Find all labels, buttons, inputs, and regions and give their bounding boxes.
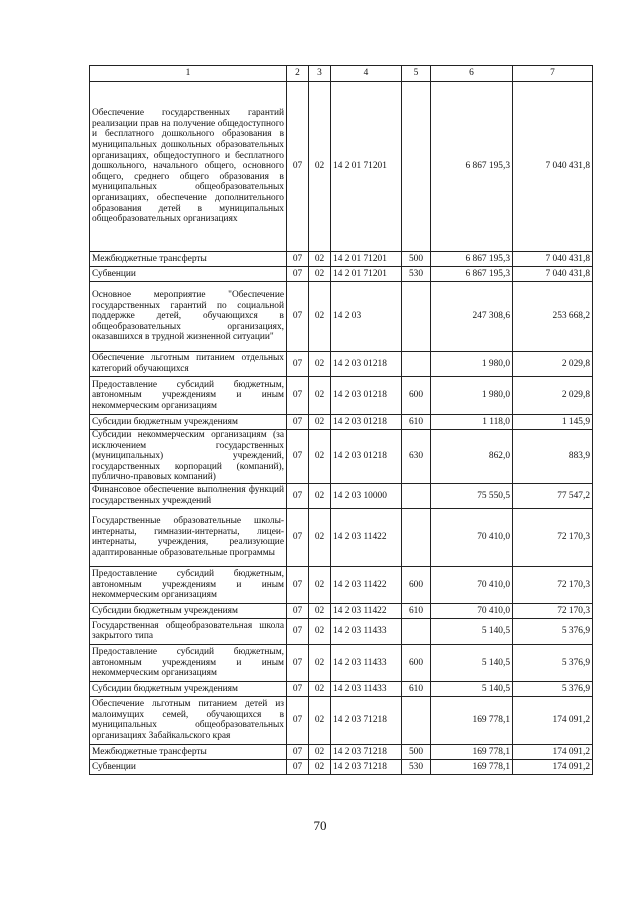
row-amount-year-2: 2 029,8 [513, 377, 593, 415]
row-expense-type [402, 82, 431, 252]
budget-table [89, 65, 593, 775]
row-section: 07 [287, 744, 309, 759]
row-name: Субсидии бюджетным учреждениям [90, 603, 287, 618]
row-target-article: 14 2 03 01218 [331, 415, 402, 430]
row-name: Субвенции [90, 759, 287, 774]
row-subsection: 02 [309, 430, 331, 484]
row-section: 07 [287, 681, 309, 696]
row-subsection: 02 [309, 82, 331, 252]
row-subsection: 02 [309, 252, 331, 267]
row-amount-year-2: 174 091,2 [513, 744, 593, 759]
row-name: Предоставление субсидий бюджетным, автономным учреждениям и иным некоммерческим организациям [90, 377, 287, 415]
row-expense-type: 600 [402, 377, 431, 415]
row-expense-type [402, 508, 431, 566]
row-section: 07 [287, 508, 309, 566]
row-expense-type: 610 [402, 681, 431, 696]
header-col-2: 2 [287, 66, 309, 82]
row-name: Государственные образовательные школы-интернаты, гимназии-интернаты, лицеи-интернаты, учреждения, реализующие адаптированные образовательные программы [90, 508, 287, 566]
row-amount-year-2: 7 040 431,8 [513, 82, 593, 252]
row-amount-year-1: 247 308,6 [431, 282, 513, 352]
row-amount-year-1: 5 140,5 [431, 644, 513, 681]
header-row [90, 66, 593, 82]
table-row [90, 759, 593, 774]
row-expense-type: 610 [402, 415, 431, 430]
row-amount-year-2: 72 170,3 [513, 603, 593, 618]
row-expense-type: 600 [402, 566, 431, 603]
table-row [90, 681, 593, 696]
row-section: 07 [287, 603, 309, 618]
row-amount-year-1: 70 410,0 [431, 508, 513, 566]
row-name: Обеспечение льготным питанием детей из малоимущих семей, обучающихся в муниципальных общеобразовательных организациях Забайкальского края [90, 696, 287, 744]
row-amount-year-2: 5 376,9 [513, 618, 593, 644]
row-amount-year-2: 2 029,8 [513, 352, 593, 377]
row-subsection: 02 [309, 759, 331, 774]
row-section: 07 [287, 696, 309, 744]
row-name: Обеспечение льготным питанием отдельных категорий обучающихся [90, 352, 287, 377]
row-target-article: 14 2 03 71218 [331, 744, 402, 759]
row-amount-year-1: 862,0 [431, 430, 513, 484]
row-target-article: 14 2 01 71201 [331, 267, 402, 282]
table-row [90, 82, 593, 252]
row-name: Финансовое обеспечение выполнения функций государственных учреждений [90, 483, 287, 508]
table-row [90, 603, 593, 618]
row-expense-type: 630 [402, 430, 431, 484]
row-expense-type: 500 [402, 744, 431, 759]
row-target-article: 14 2 01 71201 [331, 252, 402, 267]
row-name: Субсидии бюджетным учреждениям [90, 415, 287, 430]
row-section: 07 [287, 644, 309, 681]
row-subsection: 02 [309, 744, 331, 759]
row-amount-year-2: 5 376,9 [513, 681, 593, 696]
header-col-3: 3 [309, 66, 331, 82]
row-section: 07 [287, 377, 309, 415]
row-amount-year-2: 883,9 [513, 430, 593, 484]
row-subsection: 02 [309, 352, 331, 377]
row-target-article: 14 2 03 11433 [331, 644, 402, 681]
row-section: 07 [287, 252, 309, 267]
row-expense-type: 530 [402, 759, 431, 774]
row-subsection: 02 [309, 566, 331, 603]
table-row [90, 483, 593, 508]
table-header [90, 66, 593, 82]
row-name: Межбюджетные трансферты [90, 252, 287, 267]
row-target-article: 14 2 03 11422 [331, 603, 402, 618]
row-section: 07 [287, 430, 309, 484]
row-amount-year-1: 70 410,0 [431, 566, 513, 603]
row-subsection: 02 [309, 415, 331, 430]
row-name: Субсидии бюджетным учреждениям [90, 681, 287, 696]
row-subsection: 02 [309, 603, 331, 618]
row-name: Субвенции [90, 267, 287, 282]
row-subsection: 02 [309, 267, 331, 282]
row-name: Обеспечение государственных гарантий реализации прав на получение общедоступного и бесплатного дошкольного образования в муниципальных дошкольных образовательных организациях, общедоступного и бесплатного дошкольного, начального общего, основного общего, среднего общего образования в муниципальных общеобразовательных организациях, обеспечение дополнительного образования детей в муниципальных общеобразовательных организациях [90, 82, 287, 252]
header-col-4: 4 [331, 66, 402, 82]
row-section: 07 [287, 415, 309, 430]
header-col-5: 5 [402, 66, 431, 82]
table-row [90, 566, 593, 603]
header-col-1: 1 [90, 66, 287, 82]
row-amount-year-2: 1 145,9 [513, 415, 593, 430]
row-subsection: 02 [309, 282, 331, 352]
row-section: 07 [287, 352, 309, 377]
row-name: Основное мероприятие "Обеспечение государственных гарантий по социальной поддержке детей, обучающихся в общеобразовательных организациях, оказавшихся в трудной жизненной ситуации" [90, 282, 287, 352]
row-amount-year-2: 174 091,2 [513, 759, 593, 774]
header-col-7: 7 [513, 66, 593, 82]
row-target-article: 14 2 01 71201 [331, 82, 402, 252]
row-amount-year-1: 6 867 195,3 [431, 267, 513, 282]
row-target-article: 14 2 03 01218 [331, 352, 402, 377]
row-subsection: 02 [309, 377, 331, 415]
row-subsection: 02 [309, 696, 331, 744]
row-amount-year-2: 7 040 431,8 [513, 267, 593, 282]
row-amount-year-1: 70 410,0 [431, 603, 513, 618]
row-amount-year-2: 72 170,3 [513, 566, 593, 603]
row-amount-year-1: 169 778,1 [431, 696, 513, 744]
row-target-article: 14 2 03 11433 [331, 618, 402, 644]
row-section: 07 [287, 282, 309, 352]
table-row [90, 282, 593, 352]
row-name: Предоставление субсидий бюджетным, автономным учреждениям и иным некоммерческим организациям [90, 566, 287, 603]
row-target-article: 14 2 03 71218 [331, 696, 402, 744]
row-section: 07 [287, 566, 309, 603]
row-expense-type [402, 352, 431, 377]
page-number: 70 [313, 818, 327, 833]
row-target-article: 14 2 03 11422 [331, 508, 402, 566]
row-amount-year-2: 5 376,9 [513, 644, 593, 681]
row-section: 07 [287, 759, 309, 774]
table-row [90, 415, 593, 430]
table-row [90, 644, 593, 681]
row-subsection: 02 [309, 681, 331, 696]
header-col-6: 6 [431, 66, 513, 82]
row-subsection: 02 [309, 483, 331, 508]
row-amount-year-1: 1 980,0 [431, 352, 513, 377]
table-body [90, 82, 593, 775]
table-row [90, 508, 593, 566]
row-amount-year-1: 169 778,1 [431, 744, 513, 759]
row-target-article: 14 2 03 11433 [331, 681, 402, 696]
row-expense-type: 530 [402, 267, 431, 282]
row-expense-type [402, 618, 431, 644]
row-amount-year-1: 1 118,0 [431, 415, 513, 430]
row-target-article: 14 2 03 [331, 282, 402, 352]
row-amount-year-1: 75 550,5 [431, 483, 513, 508]
row-section: 07 [287, 618, 309, 644]
table-row [90, 696, 593, 744]
table-row [90, 267, 593, 282]
row-amount-year-1: 5 140,5 [431, 681, 513, 696]
row-section: 07 [287, 267, 309, 282]
row-amount-year-2: 253 668,2 [513, 282, 593, 352]
row-subsection: 02 [309, 644, 331, 681]
table-row [90, 618, 593, 644]
row-amount-year-2: 77 547,2 [513, 483, 593, 508]
row-amount-year-2: 72 170,3 [513, 508, 593, 566]
row-target-article: 14 2 03 10000 [331, 483, 402, 508]
row-expense-type: 610 [402, 603, 431, 618]
row-expense-type: 500 [402, 252, 431, 267]
table-row [90, 252, 593, 267]
row-name: Межбюджетные трансферты [90, 744, 287, 759]
row-expense-type [402, 282, 431, 352]
row-target-article: 14 2 03 01218 [331, 430, 402, 484]
row-name: Субсидии некоммерческим организациям (за исключением государственных (муниципальных) учреждений, государственных корпораций (компаний), публично-правовых компаний) [90, 430, 287, 484]
row-amount-year-2: 174 091,2 [513, 696, 593, 744]
row-amount-year-2: 7 040 431,8 [513, 252, 593, 267]
row-section: 07 [287, 82, 309, 252]
row-expense-type [402, 696, 431, 744]
row-subsection: 02 [309, 618, 331, 644]
row-section: 07 [287, 483, 309, 508]
row-amount-year-1: 5 140,5 [431, 618, 513, 644]
table-row [90, 430, 593, 484]
row-amount-year-1: 6 867 195,3 [431, 252, 513, 267]
row-amount-year-1: 6 867 195,3 [431, 82, 513, 252]
table-row [90, 744, 593, 759]
row-target-article: 14 2 03 71218 [331, 759, 402, 774]
row-target-article: 14 2 03 11422 [331, 566, 402, 603]
row-expense-type: 600 [402, 644, 431, 681]
table-row [90, 352, 593, 377]
row-expense-type [402, 483, 431, 508]
row-amount-year-1: 169 778,1 [431, 759, 513, 774]
row-target-article: 14 2 03 01218 [331, 377, 402, 415]
row-name: Государственная общеобразовательная школа закрытого типа [90, 618, 287, 644]
row-name: Предоставление субсидий бюджетным, автономным учреждениям и иным некоммерческим организациям [90, 644, 287, 681]
row-amount-year-1: 1 980,0 [431, 377, 513, 415]
row-subsection: 02 [309, 508, 331, 566]
table-row [90, 377, 593, 415]
